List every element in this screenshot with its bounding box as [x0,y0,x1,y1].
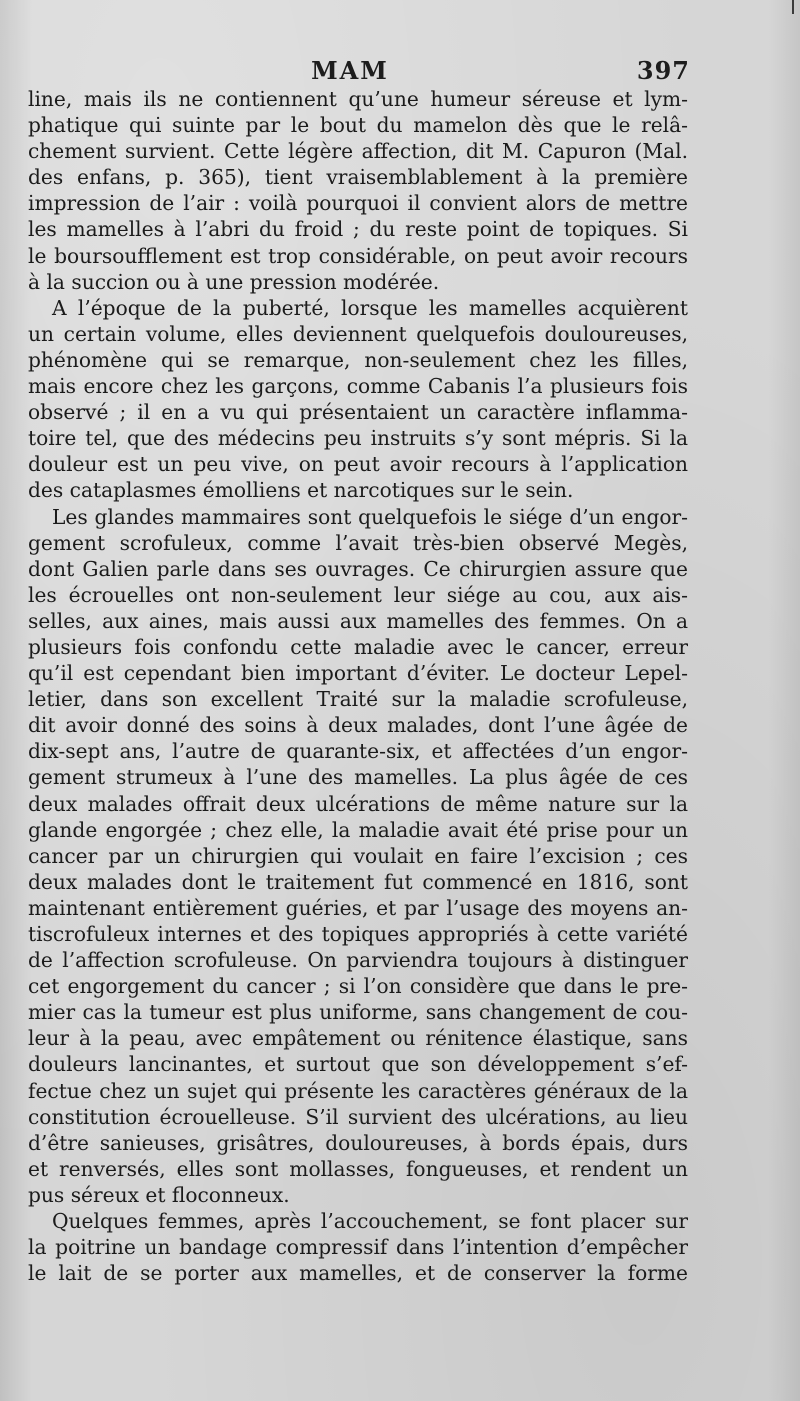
page-header [0,52,800,88]
text-line: line, mais ils ne contiennent qu’une humeur séreuse et lym- [28,87,688,111]
text-line: chement survient. Cette légère affection, dit M. Capuron (Mal. [28,139,688,164]
text-line: deux malades offrait deux ulcérations de même nature sur la [28,791,688,816]
text-line: les mamelles à l’abri du froid ; du reste point de topiques. Si [28,217,688,242]
text-line: cet engorgement du cancer ; si l’on considère que dans le pre- [28,974,688,999]
text-line: maintenant entièrement guéries, et par l’usage des moyens an- [28,895,688,920]
text-line: observé ; il en a vu qui présentaient un caractère inflamma- [28,400,688,425]
paragraph-start-line: A l’époque de la puberté, lorsque les mamelles acquièrent [52,295,688,320]
text-line: un certain volume, elles deviennent quelquefois douloureuses, [28,321,688,346]
text-line: fectue chez un sujet qui présente les caractères généraux de la [28,1078,688,1103]
page-number: 397 [636,56,690,85]
text-line: douleurs lancinantes, et surtout que son développement s’ef- [28,1052,688,1077]
text-line: d’être sanieuses, grisâtres, douloureuses, à bords épais, durs [28,1130,688,1155]
text-line: dit avoir donné des soins à deux malades, dont l’une âgée de [28,713,688,738]
text-line: mais encore chez les garçons, comme Cabanis l’a plusieurs fois [28,374,688,399]
text-line: les écrouelles ont non-seulement leur siége au cou, aux ais- [28,582,688,607]
text-line: selles, aux aines, mais aussi aux mamelles des femmes. On a [28,608,688,633]
text-line: de l’affection scrofuleuse. On parviendra toujours à distinguer [28,948,688,973]
text-line: glande engorgée ; chez elle, la maladie avait été prise pour un [28,817,688,842]
paragraph-end-line: à la succion ou à une pression modérée. [28,269,440,294]
text-line: la poitrine un bandage compressif dans l’intention d’empêcher [28,1235,688,1260]
text-line: le boursoufflement est trop considérable, on peut avoir recours [28,243,688,268]
text-line: le lait de se porter aux mamelles, et de conserver la forme [28,1261,688,1286]
text-line: mier cas la tumeur est plus uniforme, sans changement de cou- [28,1000,688,1025]
text-line: toire tel, que des médecins peu instruits s’y sont mépris. Si la [28,426,688,451]
body-text [28,86,688,1286]
text-line: phénomène qui se remarque, non-seulement chez les filles, [28,347,688,372]
running-head: MAM [311,56,389,85]
text-line: et renversés, elles sont mollasses, fongueuses, et rendent un [28,1156,688,1181]
text-line: letier, dans son excellent Traité sur la maladie scrofuleuse, [28,687,688,712]
text-line: impression de l’air : voilà pourquoi il convient alors de mettre [28,191,688,216]
text-line: cancer par un chirurgien qui voulait en faire l’excision ; ces [28,843,688,868]
text-line: tiscrofuleux internes et des topiques appropriés à cette variété [28,922,688,946]
text-line: qu’il est cependant bien important d’éviter. Le docteur Lepel- [28,661,688,686]
text-line: dont Galien parle dans ses ouvrages. Ce chirurgien assure que [28,556,688,581]
text-line: dix-sept ans, l’autre de quarante-six, et affectées d’un engor- [28,739,688,764]
paragraph-end-line: des cataplasmes émolliens et narcotiques sur le sein. [28,478,574,503]
text-line: deux malades dont le traitement fut commencé en 1816, sont [28,869,688,894]
page-edge-mark [792,0,794,14]
text-line: plusieurs fois confondu cette maladie avec le cancer, erreur [28,634,688,659]
text-line: douleur est un peu vive, on peut avoir recours à l’application [28,452,688,477]
text-line: gement scrofuleux, comme l’avait très-bien observé Megès, [28,530,688,555]
paragraph-start-line: Les glandes mammaires sont quelquefois le siége d’un engor- [52,504,688,529]
paragraph-start-line: Quelques femmes, après l’accouchement, se font placer sur [52,1209,688,1234]
text-line: phatique qui suinte par le bout du mamelon dès que le relâ- [28,113,688,138]
text-line: leur à la peau, avec empâtement ou rénitence élastique, sans [28,1026,688,1051]
text-line: constitution écrouelleuse. S’il survient des ulcérations, au lieu [28,1104,688,1129]
text-line: gement strumeux à l’une des mamelles. La plus âgée de ces [28,765,688,790]
text-line: des enfans, p. 365), tient vraisemblablement à la première [28,165,688,190]
paragraph-end-line: pus séreux et floconneux. [28,1182,290,1207]
